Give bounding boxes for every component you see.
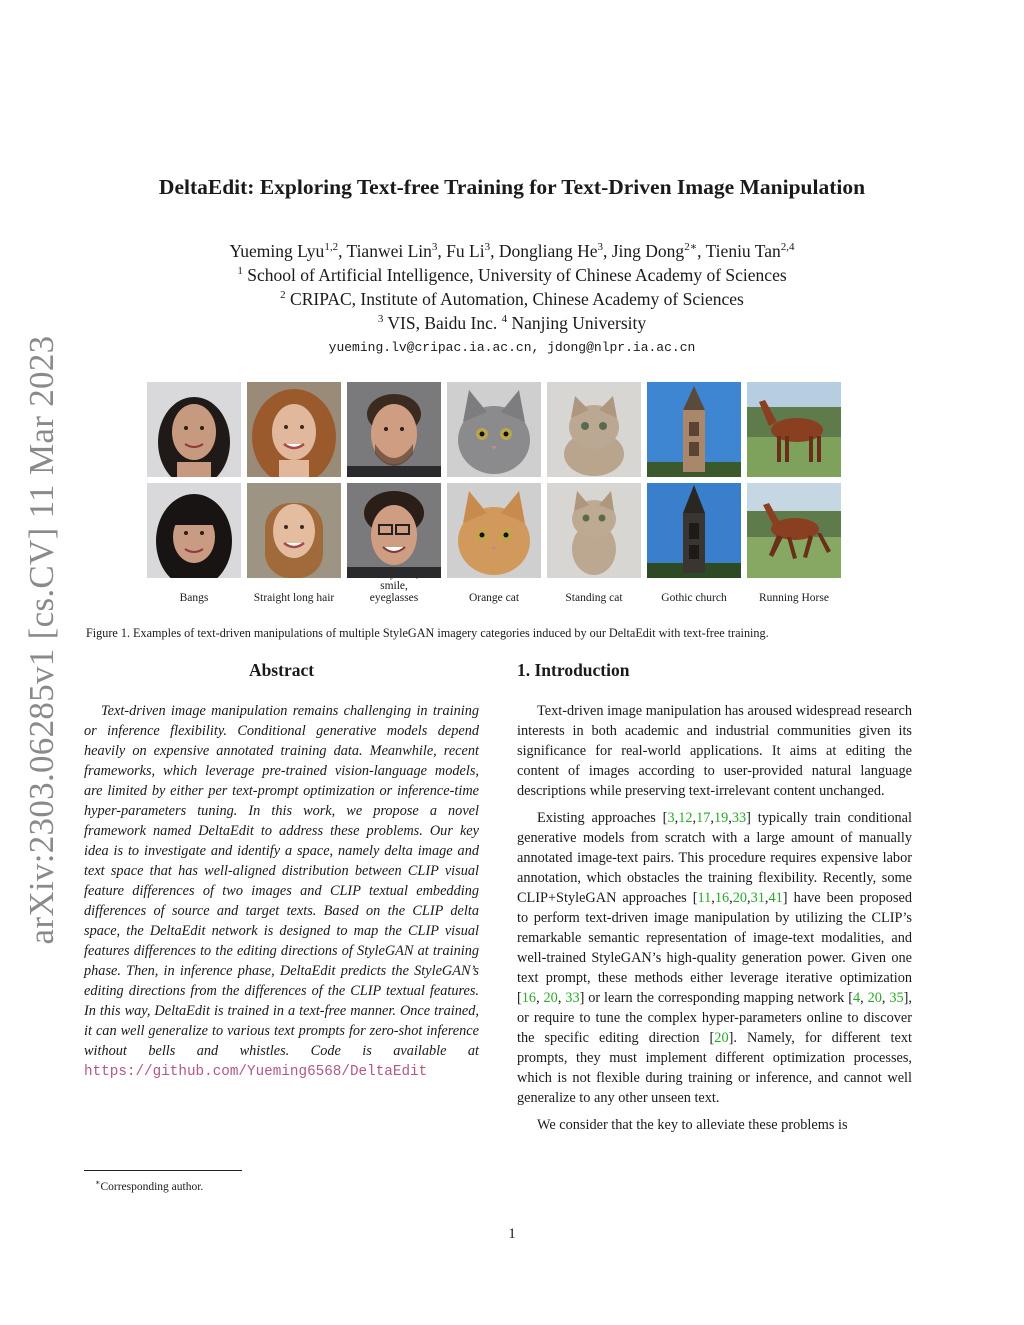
footnote-mark: ∗ — [95, 1178, 101, 1187]
gothic-church-image — [647, 483, 741, 578]
affil-sup: 4 — [501, 313, 508, 326]
citation-link[interactable]: 31 — [750, 890, 765, 906]
gray-cat-image — [447, 382, 541, 477]
citation-link[interactable]: 19 — [713, 810, 729, 826]
arxiv-stamp-text: arXiv:2303.06285v1 [cs.CV] 11 Mar 2023 — [22, 335, 61, 945]
standing-kitten-image — [547, 483, 641, 578]
author-name: Tianwei Lin — [346, 240, 432, 261]
beige-kitten-image — [547, 382, 641, 477]
intro-paragraph-3: We consider that the key to alleviate these problems is — [537, 1117, 848, 1133]
intro-paragraph-1: Text-driven image manipulation has aroused widespread research interests in both academic and industrial communities given its significance for real-world applications. It aims at editing the content of images according to user-provided natural language descriptions while preserving text-irrelevant content unchanged. — [517, 703, 912, 799]
author-name: Tieniu Tan — [705, 240, 781, 261]
introduction-heading: 1. Introduction — [517, 660, 630, 680]
author-name: Fu Li — [446, 240, 485, 261]
figure-label: Bangs — [179, 592, 209, 604]
figure-label: smile, eyeglasses — [369, 580, 419, 604]
citation-link[interactable]: 20 — [867, 990, 882, 1006]
abstract-text: Text-driven image manipulation remains challenging in training or inference flexibility. Conditional generative models depend heavily on expensive annotated training data. Meanwhile, recent frameworks, which leverage pre-trained vision-language models, are limited by either per text-prompt optimization or inference-time hyper-parameters tuning. In this work, we propose a novel framework named DeltaEdit to address these problems. Our key idea is to investigate and identify a space, namely delta image and text space that has well-aligned distribution between CLIP visual feature differences of two images and CLIP textual embedding differences of source and target texts. Based on the CLIP delta space, the DeltaEdit network is designed to map the CLIP visual features differences to the editing directions of StyleGAN at training phase. Then, in inference phase, DeltaEdit predicts the StyleGAN’s editing directions from the differences of the CLIP textual features. In this way, DeltaEdit is trained in a text-free manner. Once trained, it can well generalize to various text prompts for zero-shot inference without bells and whistles. Code is available at — [84, 703, 479, 1059]
face-man-curly-glasses-image — [347, 483, 441, 578]
citation-link[interactable]: 20 — [714, 1030, 729, 1046]
church-tower-image — [647, 382, 741, 477]
affil-text: CRIPAC, Institute of Automation, Chinese Academy of Sciences — [290, 289, 744, 309]
abstract-heading: Abstract — [248, 660, 315, 680]
author-sup: 1,2 — [324, 241, 339, 253]
footnote-text: Corresponding author. — [100, 1180, 204, 1193]
author-sup: 3 — [597, 241, 603, 253]
affil-text: VIS, Baidu Inc. — [387, 313, 498, 333]
affil-text: Nanjing University — [511, 313, 647, 333]
affil-sup: 2 — [280, 289, 286, 302]
author-sup: 3 — [484, 241, 491, 253]
arxiv-stamp — [12, 335, 72, 945]
figure-row-edited — [147, 483, 845, 578]
intro-paragraph-2: Existing approaches [3,12,17,19,33] typically train conditional generative models from scratch with a large amount of manually annotated image-text pairs. This procedure requires expensive labor annotation, which obstacles the training flexibility. Recently, some CLIP+StyleGAN approaches [11,16,20,31,41] have been proposed to perform text-driven image manipulation by utilizing the CLIP’s remarkable semantic representation of image-text modalities, and well-trained StyleGAN’s high-quality generation power. Given one text prompt, these methods either leverage iterative optimization [16, 20, 33] or learn the corresponding mapping network [4, 20, 35], or require to tune the complex hyper-parameters online to discover the specific editing direction [20]. Namely, for different text prompts, they must implement different optimization processes, which is not flexible during training or inference, and cannot well generalize to any other unseen text. — [517, 810, 913, 1106]
affiliation-3 — [0, 313, 1024, 334]
citation-link[interactable]: 33 — [731, 810, 747, 826]
figure-caption: Figure 1. Examples of text-driven manipulations of multiple StyleGAN imagery categories induced by our DeltaEdit with text-free training. — [86, 626, 769, 640]
author-name: Yueming Lyu — [229, 240, 325, 261]
right-column — [517, 660, 912, 1142]
author-name: Jing Dong — [611, 240, 685, 261]
author-sup: 3 — [431, 241, 438, 253]
affil-text: School of Artificial Intelligence, University of Chinese Academy of Sciences — [247, 265, 787, 285]
affil-sup: 3 — [377, 313, 384, 326]
figure-label: Running Horse — [759, 592, 829, 604]
author-sup: 2,4 — [780, 241, 795, 253]
left-column — [84, 660, 479, 1082]
author-list: Yueming Lyu$^{1,2}$, Tianwei Lin$^3$, Fu Li$^3$, Dongliang He$^3$, Jing Dong$^{2∗}$, Tieniu Tan$^{2,4}$ — [229, 240, 795, 261]
horse-image — [747, 382, 841, 477]
citation-link[interactable]: 3 — [667, 810, 675, 826]
citation-link[interactable]: 33 — [565, 990, 580, 1006]
author-emails: yueming.lv@cripac.ia.ac.cn, jdong@nlpr.ia.ac.cn — [328, 340, 696, 355]
figure-label: Straight long hair — [253, 592, 335, 604]
figure-1 — [147, 382, 845, 604]
citation-link[interactable]: 20 — [543, 990, 558, 1006]
face-woman-curly-hair-image — [247, 382, 341, 477]
code-link[interactable]: https://github.com/Yueming6568/DeltaEdit — [84, 1064, 428, 1080]
face-woman-bangs-image — [147, 483, 241, 578]
author-name: Dongliang He — [498, 240, 598, 261]
abstract-body — [84, 701, 479, 1082]
citation-link[interactable]: 41 — [768, 890, 783, 906]
citation-link[interactable]: 12 — [678, 810, 693, 826]
face-woman-dark-hair-image — [147, 382, 241, 477]
figure-label: Orange cat — [468, 592, 520, 604]
page-number: 1 — [508, 1226, 516, 1242]
affiliation-1 — [0, 265, 1024, 286]
affil-sup: 1 — [237, 265, 243, 278]
affiliation-2 — [0, 289, 1024, 310]
citation-link[interactable]: 11 — [697, 890, 712, 906]
author-sup: 2∗ — [684, 241, 698, 253]
paper-title: DeltaEdit: Exploring Text-free Training for Text-Driven Image Manipulation — [158, 175, 866, 199]
figure-labels — [147, 580, 845, 604]
figure-label: Gothic church — [661, 592, 727, 604]
footnote — [95, 1178, 203, 1193]
figure-label: Standing cat — [565, 592, 623, 604]
face-woman-straight-hair-image — [247, 483, 341, 578]
face-man-image — [347, 382, 441, 477]
citation-link[interactable]: 17 — [696, 810, 711, 826]
figure-row-source — [147, 382, 845, 477]
citation-link[interactable]: 16 — [521, 990, 537, 1006]
citation-link[interactable]: 35 — [889, 990, 904, 1006]
citation-link[interactable]: 16 — [714, 890, 730, 906]
footnote-rule — [84, 1170, 242, 1171]
citation-link[interactable]: 4 — [852, 990, 861, 1006]
citation-link[interactable]: 20 — [732, 890, 748, 906]
running-horse-image — [747, 483, 841, 578]
orange-cat-image — [447, 483, 541, 578]
